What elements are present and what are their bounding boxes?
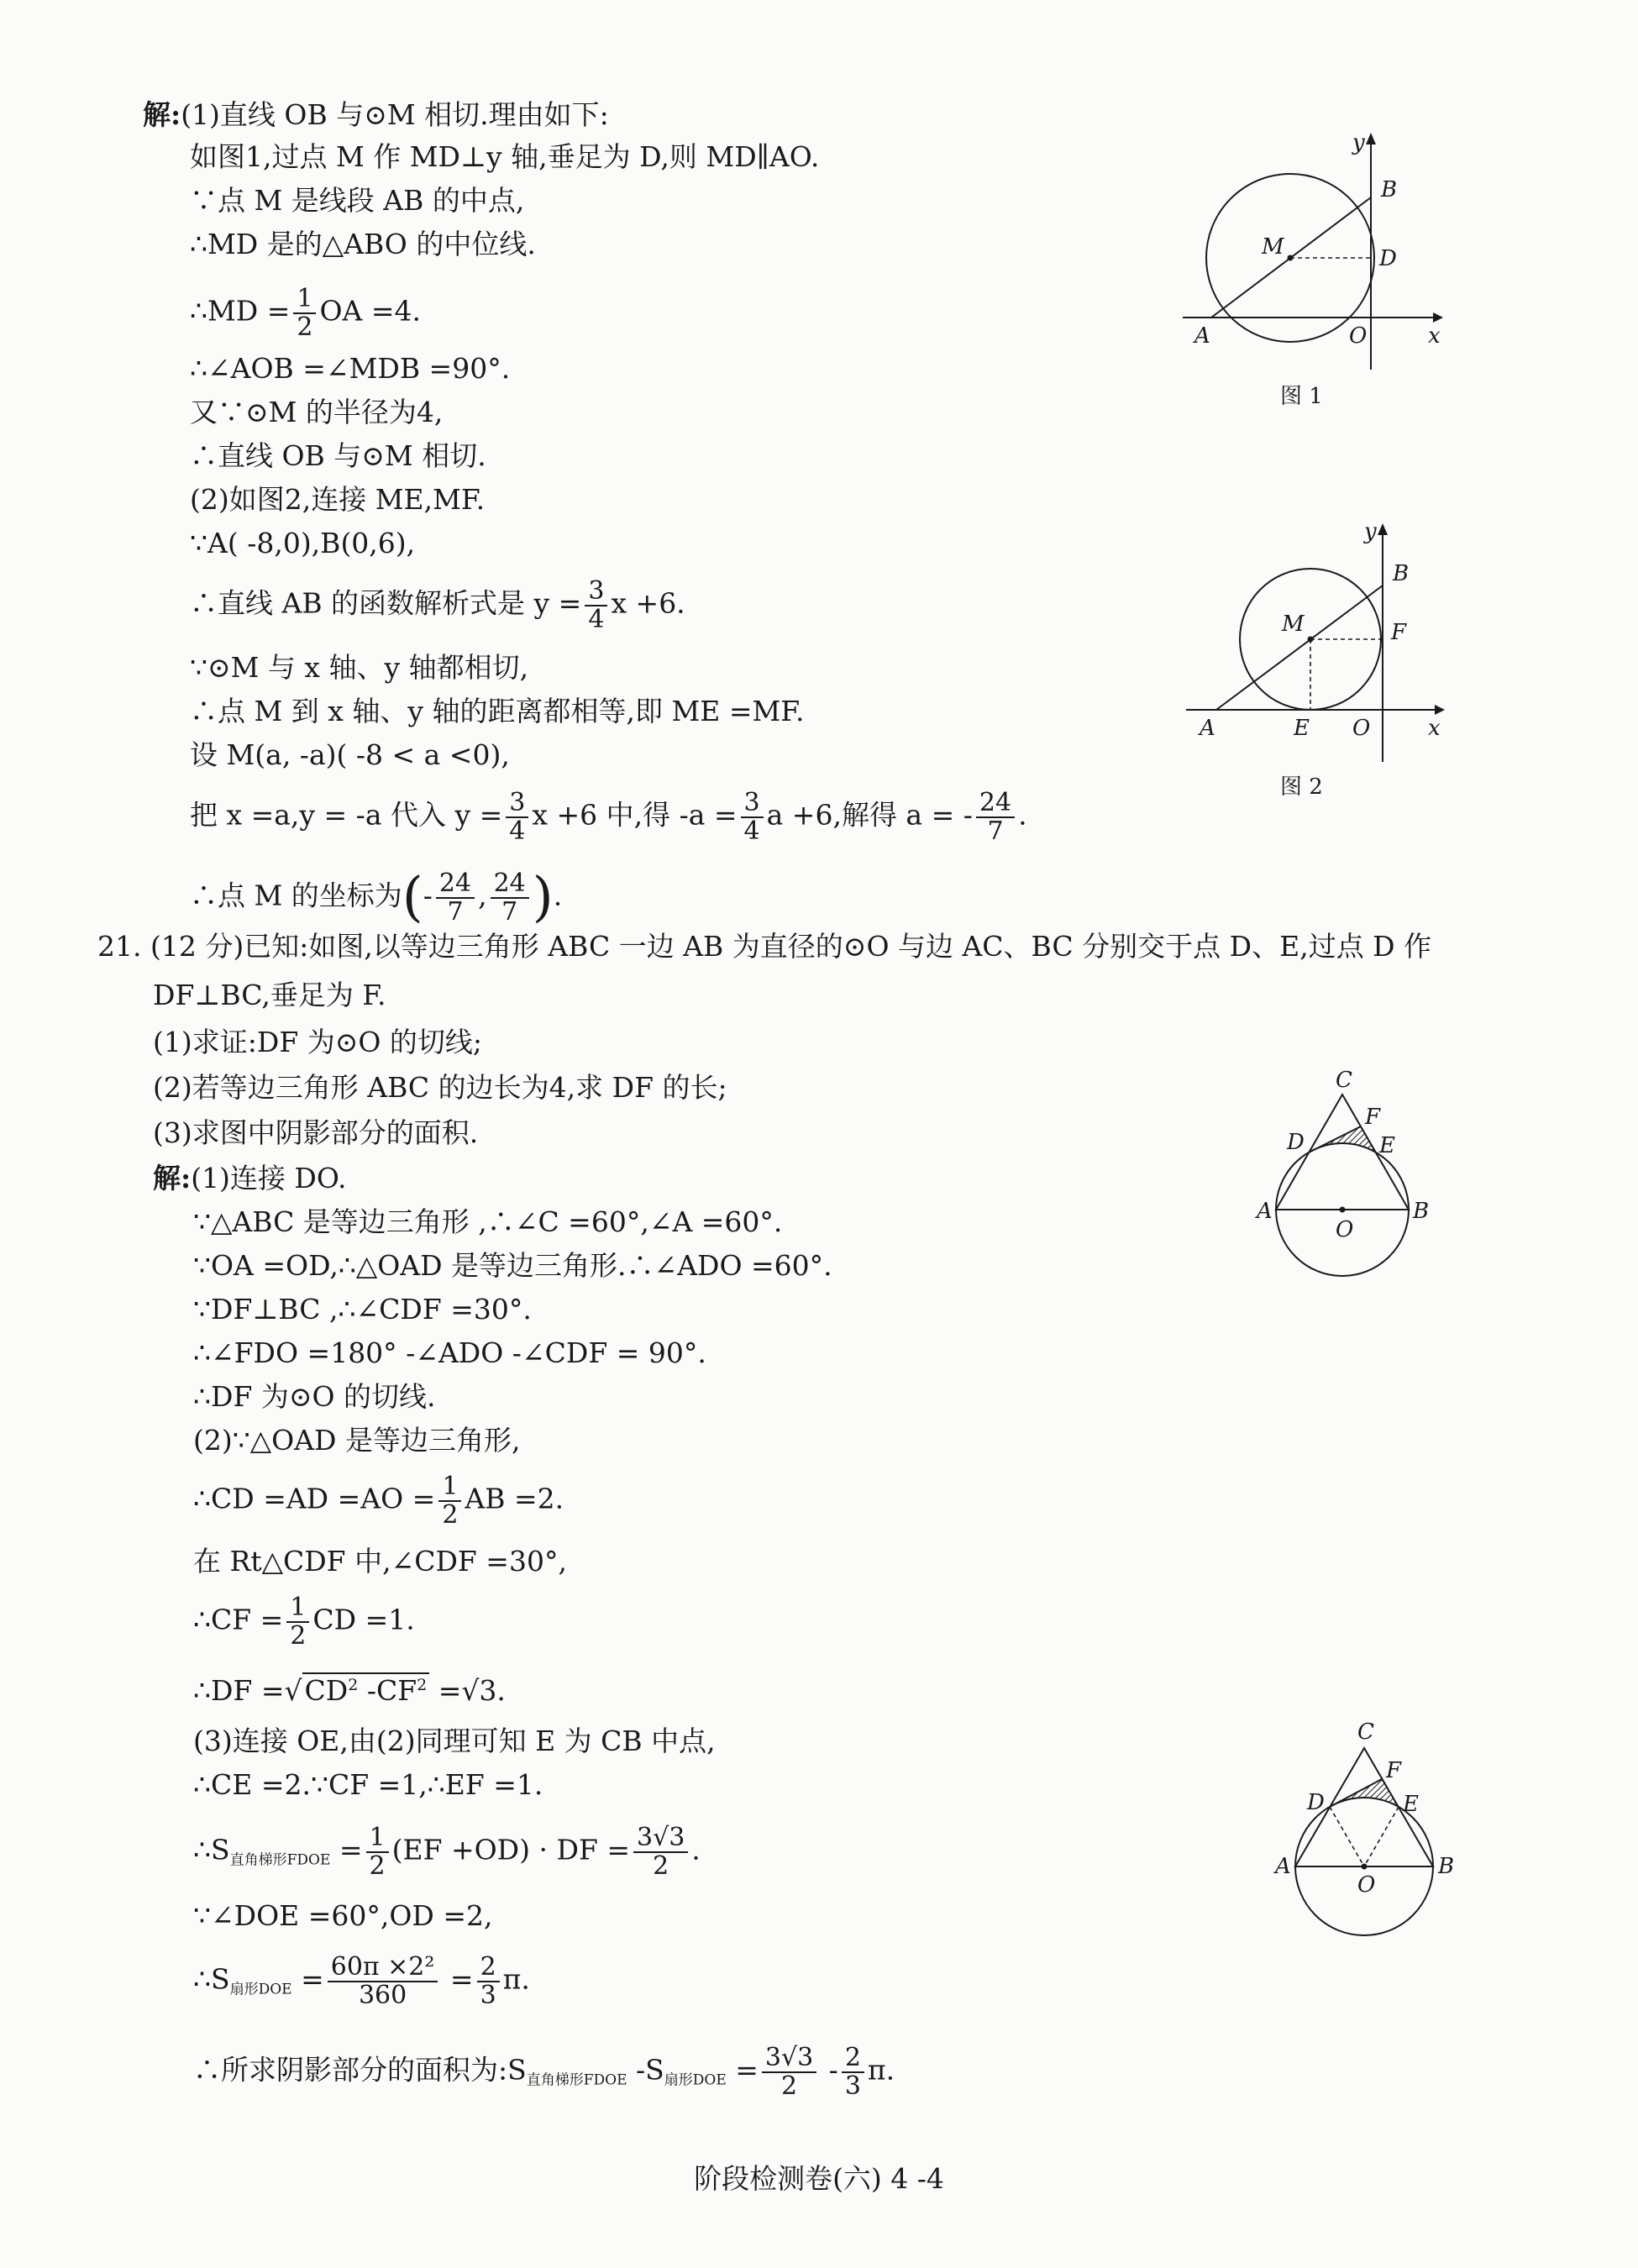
solution20-line-11: ∴直线 AB 的函数解析式是 y = $\frac{3}{4}$ x +6. (190, 576, 685, 634)
figure-3 (1243, 1058, 1445, 1294)
fig3-label-d: D (1287, 1130, 1305, 1155)
problem21-solution-14: $\therefore S_{直角梯形FDOE}$ = $\frac{1}{2}$ (EF +OD) · DF = $\frac{3√3}{2}$ . (193, 1823, 701, 1881)
solution20-line-6: ∴∠AOB =∠MDB =90°. (190, 352, 511, 385)
solution20-line-9: (2)如图2,连接 ME,MF. (190, 483, 486, 516)
fig3-label-e: E (1379, 1133, 1395, 1158)
fig4-label-b: B (1438, 1854, 1455, 1879)
problem21-solution-6: ∴DF 为⊙O 的切线. (193, 1380, 436, 1413)
fig1-label-m: M (1262, 234, 1284, 260)
fig1-x-arrow (1433, 312, 1443, 323)
fig4-line-eo (1364, 1807, 1399, 1866)
solution20-line-4: ∴MD 是的△ABO 的中位线. (190, 228, 536, 260)
problem21-line-2: DF⊥BC,垂足为 F. (153, 979, 386, 1011)
fig3-label-b: B (1413, 1199, 1430, 1224)
problem21-line-4: (2)若等边三角形 ABC 的边长为4,求 DF 的长; (153, 1071, 727, 1104)
fig1-label-a: A (1194, 323, 1210, 349)
problem21-solution-1: 解:(1)连接 DO. (153, 1162, 347, 1194)
fig1-label-x: x (1428, 323, 1441, 349)
fig1-label-y: y (1352, 130, 1365, 155)
fig3-label-c: C (1336, 1068, 1352, 1093)
fig4-label-e: E (1403, 1792, 1419, 1817)
fig3-point-o (1340, 1207, 1346, 1213)
problem21-solution-3: ∵OA =OD,∴△OAD 是等边三角形.∴∠ADO =60°. (193, 1249, 832, 1282)
solution-label: 解: (153, 1162, 192, 1194)
problem21-solution-9: 在 Rt△CDF 中,∠CDF =30°, (193, 1545, 567, 1578)
figure-4 (1260, 1705, 1470, 1949)
problem21-line-5: (3)求图中阴影部分的面积. (153, 1116, 479, 1149)
solution20-line-7: 又∵⊙M 的半径为4, (190, 396, 444, 428)
problem21-solution-16: $\therefore S_{扇形DOE}$ = $\frac{\text{60π ×2²}}{360}$ = $\frac{2}{3}$ π. (193, 1952, 530, 2010)
fig2-label-e: E (1294, 716, 1310, 741)
solution20-line-3: ∵点 M 是线段 AB 的中点, (190, 184, 525, 217)
problem21-solution-11: ∴DF $=√CD^2$ $-CF^2 =√3$. (193, 1674, 506, 1707)
fig2-label-y: y (1364, 519, 1377, 544)
solution-label: 解: (143, 98, 181, 131)
fig4-label-d: D (1307, 1790, 1325, 1815)
problem21-line-3: (1)求证:DF 为⊙O 的切线; (153, 1026, 483, 1058)
fig2-label-m: M (1282, 612, 1305, 637)
solution20-line-16: ∴点 M 的坐标为(- $\frac{24}{7}$ , $\frac{24}{7}$ ). (190, 866, 563, 929)
problem21-solution-17: ∴所求阴影部分的面积为$:S_{直角梯形FDOE}$ $-S_{扇形DOE}$ = $\frac{3√3}{2}$ - $\frac{2}{3}$ π. (193, 2043, 895, 2101)
problem21-solution-7: (2)∵△OAD 是等边三角形, (193, 1424, 521, 1457)
fig4-point-o (1362, 1864, 1368, 1870)
fig4-label-f: F (1386, 1758, 1402, 1783)
figure-2 (1176, 517, 1462, 819)
fig4-line-do (1330, 1807, 1364, 1866)
solution20-line-2: 如图1,过点 M 作 MD⊥y 轴,垂足为 D,则 MD∥AO. (190, 140, 820, 173)
fig3-label-a: A (1257, 1199, 1273, 1224)
fig2-label-b: B (1393, 561, 1410, 586)
problem21-line-1: 21. (12 分)已知:如图,以等边三角形 ABC 一边 AB 为直径的⊙O 与边 AC、BC 分别交于点 D、E,过点 D 作 (97, 930, 1432, 963)
problem21-solution-5: ∴∠FDO =180° -∠ADO -∠CDF = 90°. (193, 1336, 706, 1369)
solution20-line-5: ∴MD = $\frac{1}{2}$ OA =4. (190, 284, 421, 342)
fig1-label-d: D (1379, 246, 1397, 271)
fig1-point-m (1288, 255, 1294, 261)
fig2-label-f: F (1391, 620, 1407, 645)
fig2-label-a: A (1200, 716, 1215, 741)
fig2-label-o: O (1352, 716, 1371, 741)
fig4-label-c: C (1357, 1719, 1374, 1745)
solution20-line-12: ∵⊙M 与 x 轴、y 轴都相切, (190, 651, 529, 684)
solution20-line-1: 解:(1)直线 OB 与⊙M 相切.理由如下: (143, 98, 609, 131)
fig4-label-a: A (1275, 1854, 1291, 1879)
solution20-line-14: 设 M(a, -a)( -8 < a <0), (190, 738, 510, 771)
fig3-label-f: F (1365, 1105, 1381, 1130)
solution20-line-13: ∴点 M 到 x 轴、y 轴的距离都相等,即 ME =MF. (190, 695, 805, 727)
problem21-solution-8: ∴CD =AD =AO = $\frac{1}{2}$ AB =2. (193, 1472, 564, 1530)
figure-1 (1176, 126, 1462, 428)
solution20-line-10: ∵A( -8,0),B(0,6), (190, 527, 416, 559)
fig1-caption: 图 1 (1280, 384, 1323, 409)
problem21-solution-12: (3)连接 OE,由(2)同理可知 E 为 CB 中点, (193, 1725, 716, 1757)
fig1-label-b: B (1381, 177, 1398, 202)
fig3-shaded-region (1309, 1126, 1376, 1152)
problem21-solution-13: ∴CE =2.∵CF =1,∴EF =1. (193, 1768, 543, 1801)
fig2-caption: 图 2 (1280, 774, 1323, 800)
fig2-y-arrow (1378, 523, 1388, 535)
problem21-solution-2: ∵△ABC 是等边三角形 ,∴∠C =60°,∠A =60°. (193, 1205, 783, 1238)
solution20-line-8: ∴直线 OB 与⊙M 相切. (190, 439, 486, 472)
problem21-solution-4: ∵DF⊥BC ,∴∠CDF =30°. (193, 1293, 532, 1326)
solution20-line-15: 把 x =a,y = -a 代入 y = $\frac{3}{4}$ x +6 中,得 -a = $\frac{3}{4}$ a +6,解得 a = - $\frac{24}{7}$ . (190, 788, 1027, 846)
problem21-solution-15: ∵∠DOE =60°,OD =2, (193, 1899, 493, 1932)
page-footer: 阶段检测卷(六) 4 -4 (694, 2162, 944, 2195)
fig2-x-arrow (1435, 705, 1445, 715)
problem21-solution-10: ∴CF = $\frac{1}{2}$ CD =1. (193, 1593, 415, 1651)
fig1-y-arrow (1366, 133, 1376, 144)
fig3-label-o: O (1336, 1217, 1354, 1242)
fig4-label-o: O (1357, 1872, 1376, 1898)
fig1-label-o: O (1349, 323, 1368, 349)
fig2-point-m (1308, 637, 1314, 643)
fig2-label-x: x (1428, 716, 1441, 741)
